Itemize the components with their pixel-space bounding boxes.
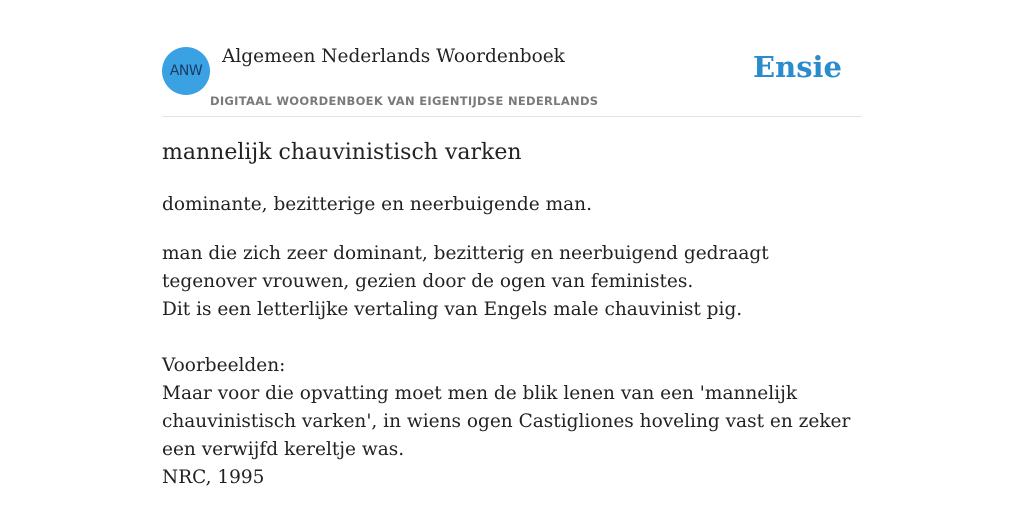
short-definition: dominante, bezitterige en neerbuigende man. <box>162 194 592 215</box>
entry-card <box>162 0 862 488</box>
entry-body <box>162 240 862 492</box>
anw-logo[interactable] <box>162 47 210 95</box>
anw-logo-text: ANW <box>169 63 203 79</box>
site-header <box>162 0 862 117</box>
entry-term: mannelijk chauvinistisch varken <box>162 140 522 165</box>
site-title[interactable]: Algemeen Nederlands Woordenboek <box>222 46 565 67</box>
full-definition: man die zich zeer dominant, bezitterig en neerbuigend gedraagt tegenover vrouwen, gezien door de ogen van feministes. <box>162 243 769 292</box>
paragraph-spacer <box>162 324 862 352</box>
site-subtitle: DIGITAAL WOORDENBOEK VAN EIGENTIJDSE NEDERLANDS <box>210 94 599 108</box>
example-source: NRC, 1995 <box>162 467 265 488</box>
etymology: Dit is een letterlijke vertaling van Engels male chauvinist pig. <box>162 299 743 320</box>
ensie-brand-logo[interactable]: Ensie <box>753 50 842 84</box>
example-quote: Maar voor die opvatting moet men de blik lenen van een 'mannelijk chauvinistisch varken', in wiens ogen Castigliones hoveling vast en zeker een verwijfd kereltje was. <box>162 383 851 460</box>
examples-label: Voorbeelden: <box>162 355 286 376</box>
